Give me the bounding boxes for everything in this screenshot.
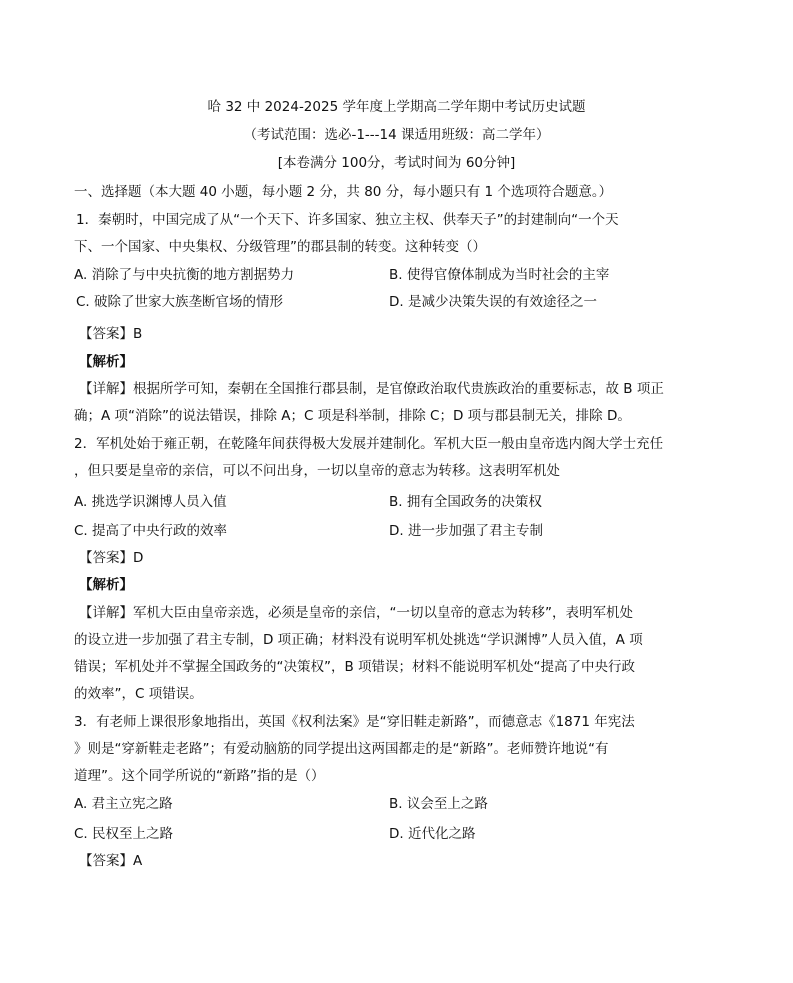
- q3-option-d: D. 近代化之路: [389, 826, 476, 842]
- q2-stem-line1: 2．军机处始于雍正朝，在乾隆年间获得极大发展并建制化。军机大臣一般由皇帝选内阁大学士充任: [74, 436, 664, 452]
- q2-stem-line2: ，但只要是皇帝的亲信，可以不问出身，一切以皇帝的意志为转移。这表明军机处: [74, 463, 560, 479]
- exam-scope: （考试范围：选必-1---14 课适用班级：高二学年）: [243, 127, 550, 143]
- q1-stem-line1: 1．秦朝时，中国完成了从“一个天下、许多国家、独立主权、供奉天子”的封建制向“一个天: [76, 212, 619, 228]
- q2-option-b: B. 拥有全国政务的决策权: [389, 494, 542, 510]
- q1-stem-line2: 下、一个国家、中央集权、分级管理”的郡县制的转变。这种转变（）: [74, 239, 486, 255]
- q1-detail-line2: 确；A 项“消除”的说法错误，排除 A；C 项是科举制，排除 C；D 项与郡县制无关，排除 D。: [74, 408, 631, 424]
- q2-analysis-label: 【解析】: [79, 577, 133, 593]
- q1-detail-line1: 【详解】根据所学可知，秦朝在全国推行郡县制，是官僚政治取代贵族政治的重要标志，故 B 项正: [79, 381, 664, 397]
- q1-analysis-label: 【解析】: [79, 354, 133, 370]
- q1-option-a: A. 消除了与中央抗衡的地方割据势力: [74, 267, 295, 283]
- q2-answer: 【答案】D: [79, 550, 144, 566]
- exam-title: 哈 32 中 2024-2025 学年度上学期高二学年期中考试历史试题: [207, 99, 586, 115]
- q1-option-d: D. 是减少决策失误的有效途径之一: [389, 294, 597, 310]
- q2-detail-line3: 错误；军机处并不掌握全国政务的“决策权”，B 项错误；材料不能说明军机处“提高了中央行政: [74, 659, 636, 675]
- q1-option-c: C. 破除了世家大族垄断官场的情形: [76, 294, 284, 310]
- q1-answer: 【答案】B: [79, 326, 143, 342]
- q3-option-c: C. 民权至上之路: [74, 826, 174, 842]
- exam-score-time: [本卷满分 100分，考试时间为 60分钟]: [277, 155, 516, 171]
- q2-detail-line4: 的效率”，C 项错误。: [74, 686, 203, 702]
- q2-detail-line2: 的设立进一步加强了君主专制，D 项正确；材料没有说明军机处挑选“学识渊博”人员入值，A 项: [74, 632, 643, 648]
- q2-option-a: A. 挑选学识渊博人员入值: [74, 494, 227, 510]
- q3-stem-line1: 3．有老师上课很形象地指出，英国《权利法案》是“穿旧鞋走新路”，而德意志《1871 年宪法: [74, 714, 635, 730]
- q2-detail-line1: 【详解】军机大臣由皇帝亲选，必须是皇帝的亲信，“一切以皇帝的意志为转移”，表明军机处: [79, 605, 633, 621]
- q2-option-d: D. 进一步加强了君主专制: [389, 523, 543, 539]
- q3-stem-line3: 道理”。这个同学所说的“新路”指的是（）: [74, 768, 325, 784]
- q3-option-b: B. 议会至上之路: [389, 796, 488, 812]
- q2-option-c: C. 提高了中央行政的效率: [74, 523, 228, 539]
- q3-answer: 【答案】A: [79, 853, 143, 869]
- section-heading: 一、选择题（本大题 40 小题，每小题 2 分，共 80 分，每小题只有 1 个选项符合题意。）: [74, 184, 613, 200]
- q3-stem-line2: 》则是“穿新鞋走老路”；有爱动脑筋的同学提出这两国都走的是“新路”。老师赞许地说“有: [74, 741, 609, 757]
- q3-option-a: A. 君主立宪之路: [74, 796, 173, 812]
- q1-option-b: B. 使得官僚体制成为当时社会的主宰: [389, 267, 610, 283]
